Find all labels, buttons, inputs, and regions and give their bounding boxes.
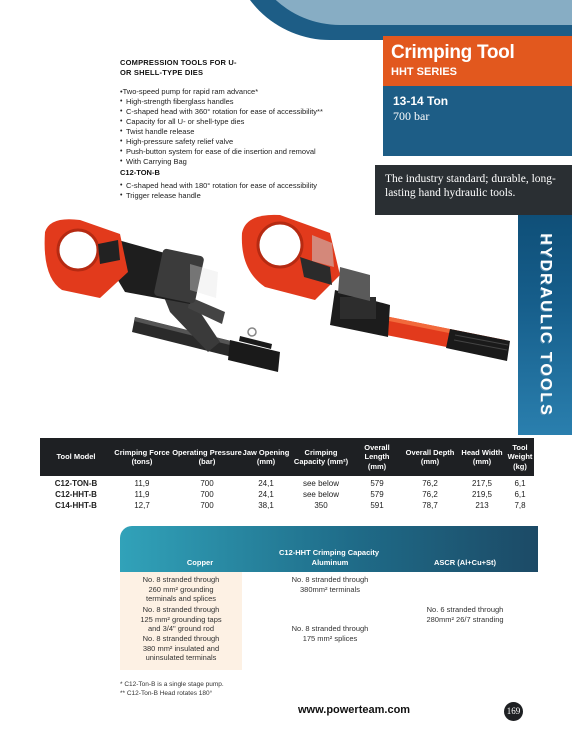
tonnage-label: 13-14 Ton	[393, 94, 449, 108]
feature-item: • High-strength fiberglass handles	[120, 97, 360, 107]
column-header: Jaw Opening (mm)	[242, 447, 290, 466]
model-subheading: C12-TON-B	[120, 168, 160, 177]
spec-table	[40, 438, 534, 511]
page-title: Crimping Tool	[391, 42, 515, 63]
aluminum-cell: No. 8 stranded through 380mm² terminals	[291, 575, 369, 594]
copper-cell: No. 8 stranded through 125 mm² grounding taps and 3/4" ground rod	[140, 605, 222, 633]
table-row: C12-TON-B 11,9 700 24,1 see below 579 76,2 217,5 6,1	[54, 478, 526, 488]
table-row: C12-HHT-B 11,9 700 24,1 see below 579 76,2 219,5 6,1	[55, 489, 526, 499]
spec-table-header	[40, 438, 534, 476]
column-header-aluminum: Aluminum	[311, 558, 349, 567]
crimp-table-caption: C12-HHT Crimping Capacity	[278, 548, 380, 557]
spec-table-body	[40, 476, 534, 511]
column-header: Overall Depth (mm)	[405, 447, 455, 466]
footnotes	[120, 680, 224, 698]
crimp-table-header	[120, 526, 538, 572]
section-tab-label: HYDRAULIC TOOLS	[537, 233, 554, 417]
intro-heading: COMPRESSION TOOLS FOR U- OR SHELL-TYPE DIES	[120, 58, 237, 77]
feature-item: • High-pressure safety relief valve	[120, 137, 360, 147]
description-text: The industry standard; durable, long-lasting hand hydraulic tools.	[385, 173, 556, 199]
table-row: C14-HHT-B 12,7 700 38,1 350 591 78,7 213 7,8	[55, 500, 526, 510]
column-header: Tool Weight (kg)	[507, 442, 533, 471]
crimp-table-body	[120, 572, 538, 670]
capacity-block	[383, 86, 572, 156]
crimp-capacity-table	[120, 526, 538, 670]
model-feature-list	[120, 181, 360, 201]
copper-cell: No. 8 stranded through 380 mm² insulated and uninsulated terminals	[142, 634, 220, 662]
column-header: Crimping Force (tons)	[114, 447, 170, 466]
column-header-copper: Copper	[186, 558, 214, 567]
column-header: Head Width (mm)	[461, 447, 503, 466]
intro-lead: •Two-speed pump for rapid ram advance*	[120, 87, 259, 96]
ascr-cell: No. 6 stranded through 280mm² 26/7 stranding	[426, 605, 504, 624]
column-header: Tool Model	[56, 452, 96, 462]
footnote: * C12-Ton-B is a single stage pump.	[120, 681, 224, 688]
feature-item: • With Carrying Bag	[120, 157, 360, 167]
header-swoosh	[230, 0, 572, 40]
aluminum-cell: No. 8 stranded through 175 mm² splices	[291, 624, 369, 643]
title-block	[383, 36, 572, 86]
column-header: Crimping Capacity (mm²)	[293, 447, 349, 466]
feature-item: • C-shaped head with 360° rotation for ease of accessibility**	[120, 107, 360, 117]
column-header: Overall Length (mm)	[364, 442, 390, 471]
footnote: ** C12-Ton-B Head rotates 180°	[120, 690, 213, 697]
intro-section	[120, 58, 360, 201]
column-header-ascr: ASCR (Al+Cu+St)	[433, 558, 497, 567]
feature-item: • Capacity for all U- or shell-type dies	[120, 117, 360, 127]
feature-list	[120, 97, 360, 167]
feature-item: • Push-button system for ease of die insertion and removal	[120, 147, 360, 157]
pressure-label: 700 bar	[393, 109, 430, 123]
feature-item: • Trigger release handle	[120, 191, 360, 201]
page-number: 169	[504, 702, 523, 721]
column-header: Operating Pressure (bar)	[172, 447, 242, 466]
series-label: HHT SERIES	[391, 66, 458, 78]
section-tab	[518, 215, 572, 435]
copper-cell: No. 8 stranded through 260 mm² grounding terminals and splices	[142, 575, 220, 603]
product-photo-c12-hht	[240, 205, 520, 380]
feature-item: • Twist handle release	[120, 127, 360, 137]
feature-item: • C-shaped head with 180° rotation for ease of accessibility	[120, 181, 360, 191]
website-link[interactable]: www.powerteam.com	[298, 704, 411, 716]
